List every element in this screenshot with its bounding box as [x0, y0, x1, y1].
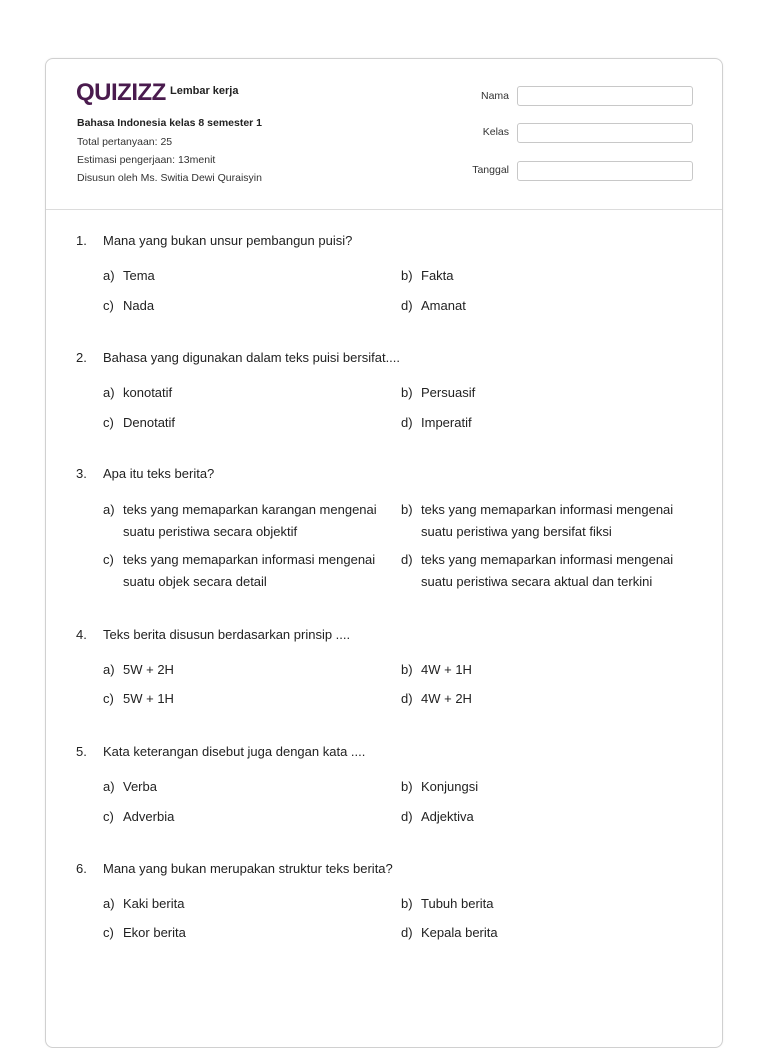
time-estimate: Estimasi pengerjaan: 13menit	[77, 154, 216, 166]
question-text: Apa itu teks berita?	[103, 466, 215, 481]
total-questions: Total pertanyaan: 25	[77, 136, 173, 148]
question-text: Bahasa yang digunakan dalam teks puisi bersifat....	[103, 350, 401, 365]
question-text: Mana yang bukan merupakan struktur teks berita?	[103, 861, 393, 876]
date-label: Tanggal	[472, 164, 509, 176]
question-number: 6.	[76, 861, 87, 876]
date-field[interactable]	[517, 161, 693, 181]
question-number: 3.	[76, 466, 87, 481]
question-number: 5.	[76, 744, 87, 759]
class-field[interactable]	[517, 123, 693, 143]
question-text: Teks berita disusun berdasarkan prinsip ....	[103, 627, 351, 642]
class-label: Kelas	[482, 126, 509, 138]
name-label: Nama	[480, 90, 509, 102]
author-line: Disusun oleh Ms. Switia Dewi Quraisyin	[77, 172, 262, 184]
doc-type-label: Lembar kerja	[170, 85, 239, 97]
question-text: Mana yang bukan unsur pembangun puisi?	[103, 233, 353, 248]
question-number: 2.	[76, 350, 87, 365]
worksheet-header	[46, 59, 722, 210]
worksheet-page: QUIZIZZ Lembar kerja Bahasa Indonesia kelas 8 semester 1 Total pertanyaan: 25 Estimasi pengerjaan: 13menit Disusun oleh Ms. Switia Dewi Quraisyin Nama Kelas Tanggal 1. Mana yang bukan unsur pembangun puisi? a) Tema b) Fakta c) Nada d) Amanat 2. Bahasa yang digunakan dalam teks puisi bersifat.... a) konotatif b) Persuasif c) Denotatif d) Imperatif 3. Apa itu teks berita? a) teks yang memaparkan karangan mengenai suatu peristiwa secara objektif b) teks yang memaparkan informasi mengenai suatu peristiwa yang bersifat fiksi c) teks yang memaparkan informasi mengenai suatu objek secara detail d) teks yang memaparkan informasi mengenai suatu peristiwa secara aktual dan terkini 4. Teks berita disusun berdasarkan prinsip .... a) 5W + 2H b) 4W + 1H c) 5W + 1H d) 4W + 2H 5. Kata keterangan disebut juga dengan kata .... a) Verba b) Konjungsi c) Adverbia d) Adjektiva 6. Mana yang bukan merupakan struktur teks berita? a) Kaki berita b) Tubuh berita c) Ekor berita d) Kepala berita	[45, 58, 723, 1048]
question-number: 1.	[76, 233, 87, 248]
question-text: Kata keterangan disebut juga dengan kata ....	[103, 744, 366, 759]
name-field[interactable]	[517, 86, 693, 106]
worksheet-title: Bahasa Indonesia kelas 8 semester 1	[77, 117, 263, 129]
quizizz-logo: QUIZIZZ	[76, 79, 166, 106]
question-number: 4.	[76, 627, 87, 642]
